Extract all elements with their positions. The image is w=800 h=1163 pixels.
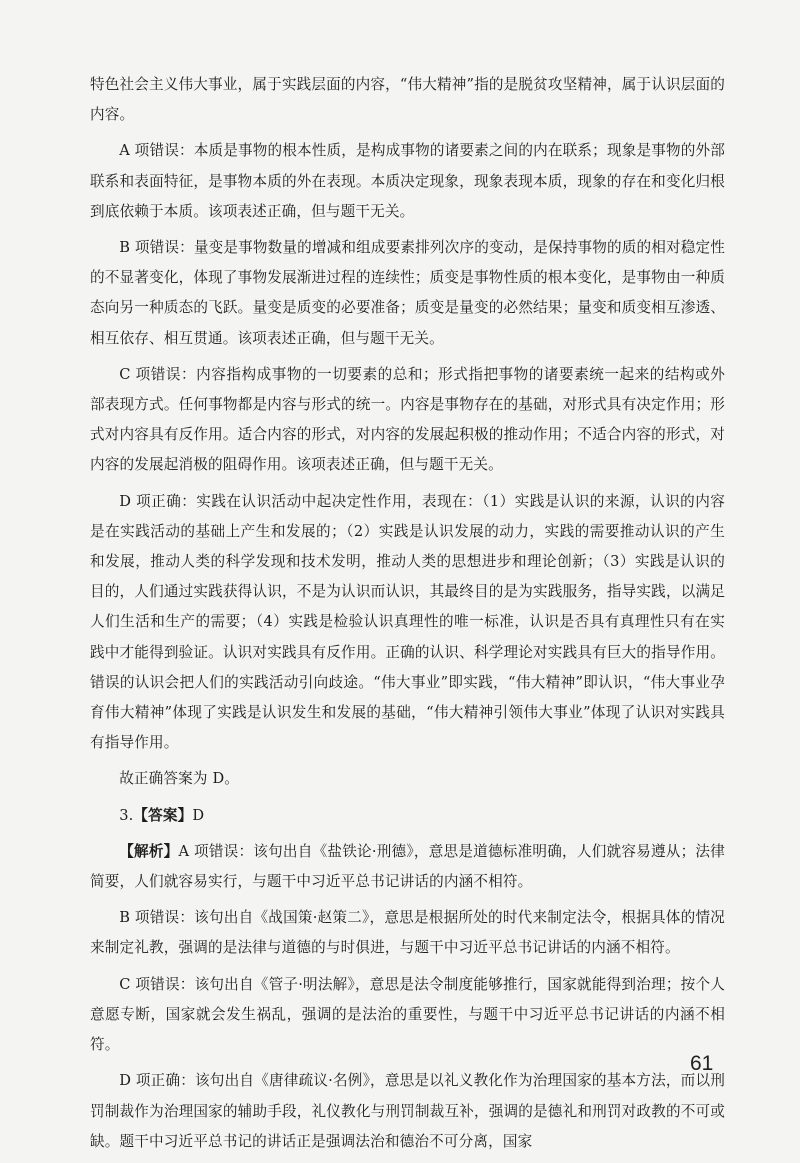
question-number: 3. bbox=[119, 806, 134, 824]
paragraph-analysis-d: D 项正确：该句出自《唐律疏议·名例》，意思是以礼义教化作为治理国家的基本方法，而以刑罚制裁作为治理国家的辅助手段，礼仪教化与刑罚制裁互补，强调的是德礼和刑罚对政教的不可或缺。题干中习近平总书记的讲话正是强调法治和德治不可分离，国家 bbox=[90, 1072, 725, 1150]
analysis-text: A 项错误：该句出自《盐铁论·刑德》，意思是道德标准明确，人们就容易遵从；法律简要，人们就容易实行，与题干中习近平总书记讲话的内涵不相符。 bbox=[90, 842, 725, 891]
paragraph-analysis-c: C 项错误：该句出自《管子·明法解》，意思是法令制度能够推行，国家就能得到治理；按个人意愿专断，国家就会发生祸乱，强调的是法治的重要性，与题干中习近平总书记讲话的内涵不相符。 bbox=[90, 975, 725, 1054]
paragraph-analysis-b: B 项错误：该句出自《战国策·赵策二》，意思是根据所处的时代来制定法令，根据具体的情况来制定礼教，强调的是法律与道德的与时俱进，与题干中习近平总书记讲话的内涵不相符。 bbox=[90, 909, 725, 957]
paragraph-option-a: A 项错误：本质是事物的根本性质，是构成事物的诸要素之间的内在联系；现象是事物的外部联系和表面特征，是事物本质的外在表现。本质决定现象，现象表现本质，现象的存在和变化归根到底依赖于本质。该项表述正确，但与题干无关。 bbox=[90, 142, 725, 220]
answer-label: 【答案】 bbox=[133, 806, 193, 824]
paragraph-option-c: C 项错误：内容指构成事物的一切要素的总和；形式指把事物的诸要素统一起来的结构或外部表现方式。任何事物都是内容与形式的统一。内容是事物存在的基础，对形式具有决定作用；形式对内容具有反作用。适合内容的形式，对内容的发展起积极的推动作用；不适合内容的形式，对内容的发展起消极的阻碍作用。该项表述正确，但与题干无关。 bbox=[90, 365, 725, 474]
paragraph: 特色社会主义伟大事业，属于实践层面的内容，“伟大精神”指的是脱贫攻坚精神，属于认识层面的内容。 bbox=[90, 76, 725, 124]
page-number: 61 bbox=[690, 1052, 714, 1075]
analysis-paragraph bbox=[90, 837, 725, 897]
answer-value: D bbox=[192, 806, 205, 824]
page-body bbox=[90, 70, 725, 1163]
answer-line bbox=[90, 801, 725, 831]
paragraph-conclusion: 故正确答案为 D。 bbox=[119, 770, 240, 788]
analysis-label: 【解析】 bbox=[119, 842, 179, 860]
paragraph-option-b: B 项错误：量变是事物数量的增减和组成要素排列次序的变动，是保持事物的质的相对稳定性的不显著变化，体现了事物发展渐进过程的连续性；质变是事物性质的根本变化，是事物由一种质态向另一种质态的飞跃。量变是质变的必要准备；质变是量变的必然结果；量变和质变相互渗透、相互依存、相互贯通。该项表述正确，但与题干无关。 bbox=[90, 239, 725, 347]
paragraph-option-d: D 项正确：实践在认识活动中起决定性作用，表现在：（1）实践是认识的来源，认识的内容是在实践活动的基础上产生和发展的；（2）实践是认识发展的动力，实践的需要推动认识的产生和发展，推动人类的科学发现和技术发明，推动人类的思想进步和理论创新；（3）实践是认识的目的，人们通过实践获得认识，不是为认识而认识，其最终目的是为实践服务，指导实践，以满足人们生活和生产的需要；（4）实践是检验认识真理性的唯一标准，认识是否具有真理性只有在实践中才能得到验证。认识对实践具有反作用。正确的认识、科学理论对实践具有巨大的指导作用。错误的认识会把人们的实践活动引向歧途。“伟大事业”即实践，“伟大精神”即认识，“伟大事业孕育伟大精神”体现了实践是认识发生和发展的基础，“伟大精神引领伟大事业”体现了认识对实践具有指导作用。 bbox=[90, 492, 725, 752]
